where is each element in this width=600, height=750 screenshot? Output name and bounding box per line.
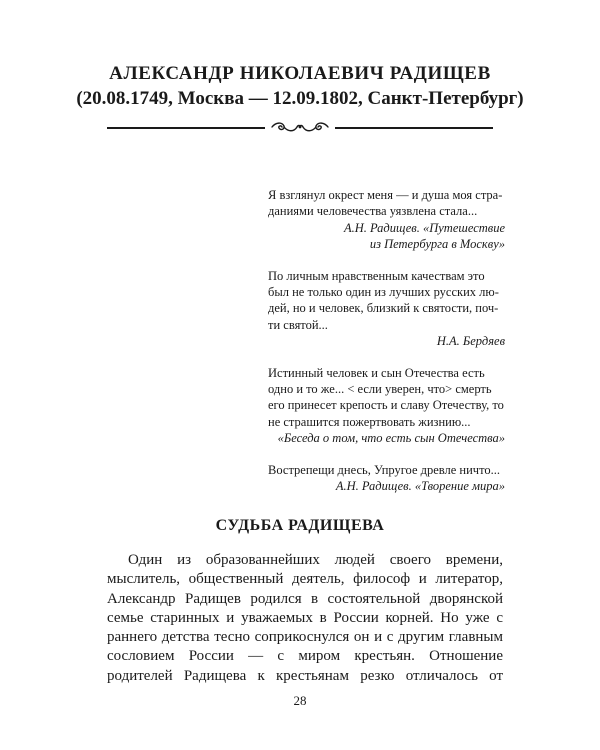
- epigraph: [268, 268, 505, 350]
- epigraphs: [268, 187, 505, 510]
- epigraph-quote: Вострепещи днесь, Упругое древле ничто...: [268, 462, 501, 477]
- epigraph-attribution: А.Н. Радищев. «Творение мира»: [335, 479, 505, 494]
- author-dates: (20.08.1749, Москва — 12.09.1802, Санкт-Петербург): [76, 88, 524, 109]
- epigraph-attribution: «Беседа о том, что есть сын Отечества»: [277, 431, 505, 446]
- scroll-flourish-icon: [270, 120, 330, 134]
- divider-line-left: [107, 127, 265, 129]
- divider-line-right: [335, 127, 493, 129]
- author-name: АЛЕКСАНДР НИКОЛАЕВИЧ РАДИЩЕВ: [109, 63, 491, 84]
- epigraph-attribution: Н.А. Бердяев: [436, 334, 505, 349]
- epigraph-quote: По личным нравственным качествам это был не только один из лучших русских лю- дей, но и человек, близкий к святости, поч- ти святой...: [268, 268, 499, 332]
- page-header: [0, 62, 600, 111]
- epigraph: [268, 462, 505, 495]
- epigraph-attribution: А.Н. Радищев. «Путешествие из Петербурга в Москву»: [343, 220, 505, 252]
- epigraph-quote: Истинный человек и сын Отечества есть одно и то же... < если уверен, что> смерть его принесет крепость и славу Отечеству, то не страшится пожертвовать жизнию...: [268, 365, 504, 429]
- section-title: СУДЬБА РАДИЩЕВА: [215, 517, 385, 534]
- body-paragraph: Один из образованнейших людей своего времени, мыслитель, общественный деятель, философ и литератор, Александр Радищев родился в состоятельной дворянской семье старинных и уважаемых в России корней. Но уже с раннего детства тесно соприкоснулся он и с другим главным сословием России — с миром крестьян. Отношение родителей Радищева к крестьянам резко отличалось от: [107, 552, 503, 684]
- epigraph-quote: Я взглянул окрест меня — и душа моя стра- даниями человечества уязвлена стала...: [268, 188, 503, 219]
- epigraph: [268, 365, 505, 447]
- header-divider: [107, 120, 493, 134]
- epigraph: [268, 187, 505, 253]
- page-number: 28: [293, 693, 307, 708]
